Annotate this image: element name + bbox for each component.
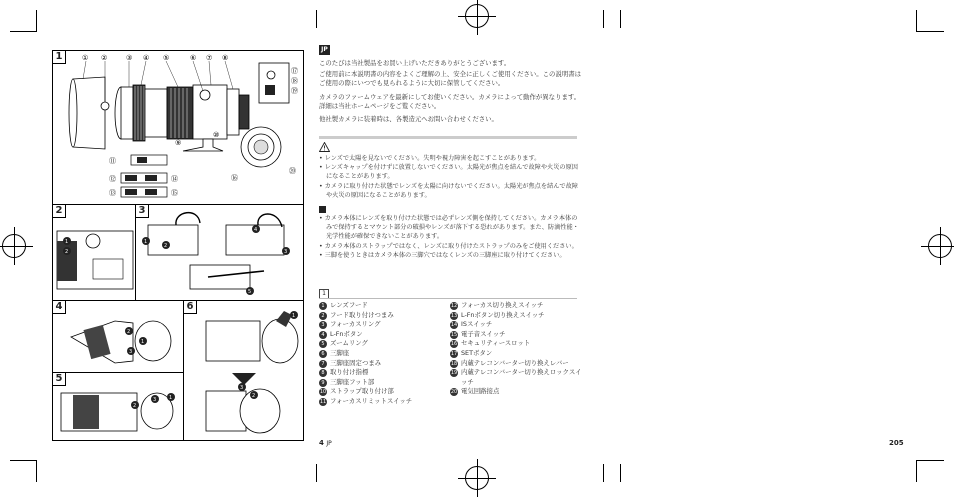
language-badge: JP [319,45,330,55]
svg-text:⑳: ⑳ [289,167,296,175]
figure-panel-5 [52,372,184,441]
list-item: 16 セキュリティースロット [450,339,531,348]
registration-mark [465,4,489,28]
list-item: 9 三脚座フット部 [319,378,449,388]
figure-panel-3 [135,204,304,301]
svg-text:1: 1 [65,239,69,245]
svg-text:1: 1 [144,239,148,245]
warning-icon [319,142,330,152]
page-number-left: 4 JP [319,439,332,447]
section-divider [319,136,577,139]
crop-mark [316,10,317,28]
warning-item: • レンズキャップを付けずに放置しないでください。太陽光が焦点を結んで故障や火災の原因になることがあります。 [319,164,578,181]
svg-text:1: 1 [141,339,145,345]
crop-mark [603,10,604,28]
list-item: 8 取り付け指標 [319,368,449,378]
svg-text:⑨: ⑨ [175,139,182,147]
list-item: 14 ISスイッチ [450,320,493,329]
list-item: 13 L-Fnボタン切り換えスイッチ [450,310,545,319]
panel-number: 1 [53,51,66,64]
svg-text:⑯: ⑯ [231,174,238,182]
panel-number: 6 [184,301,197,314]
svg-text:2: 2 [127,329,131,335]
svg-text:⑫: ⑫ [109,175,116,183]
svg-text:④: ④ [143,54,150,62]
caution-item: • 三脚を使うときはカメラ本体の三脚穴ではなくレンズの三脚座に取り付けてください。 [319,251,566,259]
panel-number: 5 [53,373,66,386]
crop-mark [620,464,621,482]
intro-paragraph: ご使用前に本説明書の内容をよくご理解の上、安全に正しくご使用ください。この説明書はご使用の際にいつでも見られるように大切に保管してください。 [319,70,582,88]
svg-text:⑭: ⑭ [171,175,178,183]
list-item: 15 電子音スイッチ [450,329,506,338]
cap-attach-illustration [184,301,303,440]
figure-panel-2 [52,204,137,301]
list-item: 5 ズームリング [319,339,449,349]
crop-mark [316,464,317,482]
svg-text:⑦: ⑦ [206,54,213,62]
svg-text:3: 3 [153,397,157,403]
hood-store-illustration [53,373,183,440]
registration-mark [2,234,26,258]
parts-list-left [319,301,449,407]
svg-text:3: 3 [284,249,288,255]
caution-icon [319,206,326,213]
svg-text:⑮: ⑮ [171,189,178,197]
svg-text:5: 5 [248,289,252,295]
svg-text:⑩: ⑩ [213,131,220,139]
list-item: 6 三脚座 [319,349,449,359]
registration-mark [928,234,952,258]
crop-mark [10,31,37,32]
list-item: 20 電気回路接点 [450,387,500,396]
list-item: 3 フォーカスリング [319,320,449,330]
figure-panel-6 [183,300,304,441]
crop-mark [916,31,944,32]
crop-mark [916,460,944,461]
caution-list [319,214,581,260]
crop-mark [916,460,917,482]
figure-panel-1 [52,50,304,205]
panel-number: 4 [53,301,66,314]
list-item: 17 SETボタン [450,348,493,357]
svg-text:1: 1 [292,313,296,319]
list-item: 7 三脚座固定つまみ [319,359,449,369]
list-item: 18 内蔵テレコンバーター切り換えレバー [450,358,569,367]
crop-mark [916,10,917,32]
svg-text:3: 3 [240,385,244,391]
svg-text:⑥: ⑥ [190,54,197,62]
svg-text:③: ③ [126,54,133,62]
svg-text:1: 1 [169,395,173,401]
list-item: 2 フード取り付けつまみ [319,311,449,321]
page-number-right: 205 [889,439,904,447]
list-item: 11 フォーカスリミットスイッチ [319,396,413,405]
svg-text:⑪: ⑪ [109,157,116,165]
crop-mark [36,460,37,482]
svg-text:2: 2 [252,393,256,399]
crop-mark [36,10,37,32]
hood-remove-illustration [53,301,183,373]
intro-paragraph: カメラのファームウェアを最新にしてお使いください。カメラによって動作が異なります。詳細は当社ホームページをご覧ください。 [319,93,581,111]
svg-text:2: 2 [65,249,69,255]
svg-text:①: ① [82,54,89,62]
list-item: 12 フォーカス切り換えスイッチ [450,301,544,309]
list-item: 1 レンズフード [319,301,449,311]
svg-text:⑱: ⑱ [291,77,298,85]
svg-text:⑬: ⑬ [109,189,116,197]
panel-number: 2 [53,205,66,218]
list-item: 4 L-Fnボタン [319,330,449,340]
intro-paragraph: このたびは当社製品をお買い上げいただきありがとうございます。 [319,59,511,67]
svg-text:2: 2 [164,243,168,249]
caution-item: • カメラ本体のストラップではなく、レンズに取り付けたストラップのみをご使用ください。 [319,242,578,250]
warning-item: • レンズで太陽を見ないでください。失明や視力障害を起こすことがあります。 [319,155,541,162]
lens-overview-illustration [53,51,303,204]
section-divider [319,298,577,299]
svg-text:⑰: ⑰ [291,67,298,75]
figure-panel-4 [52,300,184,374]
warning-item: • カメラに取り付けた状態でレンズを太陽に向けないでください。太陽光が焦点を結んで故障や火災の原因になることがあります。 [319,182,578,199]
svg-text:3: 3 [129,349,133,355]
svg-text:②: ② [101,54,108,62]
parts-list-right [450,301,585,397]
caution-item: • カメラ本体にレンズを取り付けた状態では必ずレンズ側を保持してください。カメラ本体のみで保持するとマウント部分の破損やレンズが落下する恐れがあります。また、防滴性能・光学性能が確保できないことがあります。 [319,215,579,241]
crop-mark [10,460,37,461]
svg-text:2: 2 [133,403,137,409]
warning-list [319,154,581,200]
crop-mark [603,464,604,482]
intro-paragraph: 他社製カメラに装着時は、各製造元へお問い合わせください。 [319,115,498,123]
registration-mark [465,466,489,490]
list-item: 10 ストラップ取り付け部 [319,387,394,396]
hood-attach-illustration [53,205,136,300]
svg-text:⑧: ⑧ [222,54,229,62]
strap-attach-illustration [136,205,303,300]
panel-number: 3 [136,205,149,218]
svg-text:4: 4 [254,227,258,233]
list-item: 19 内蔵テレコンバーター切り換えロックスイッチ [450,368,582,386]
svg-text:⑲: ⑲ [291,87,298,95]
crop-mark [620,10,621,28]
parts-section-number: 1 [319,289,329,299]
svg-text:⑤: ⑤ [163,54,170,62]
